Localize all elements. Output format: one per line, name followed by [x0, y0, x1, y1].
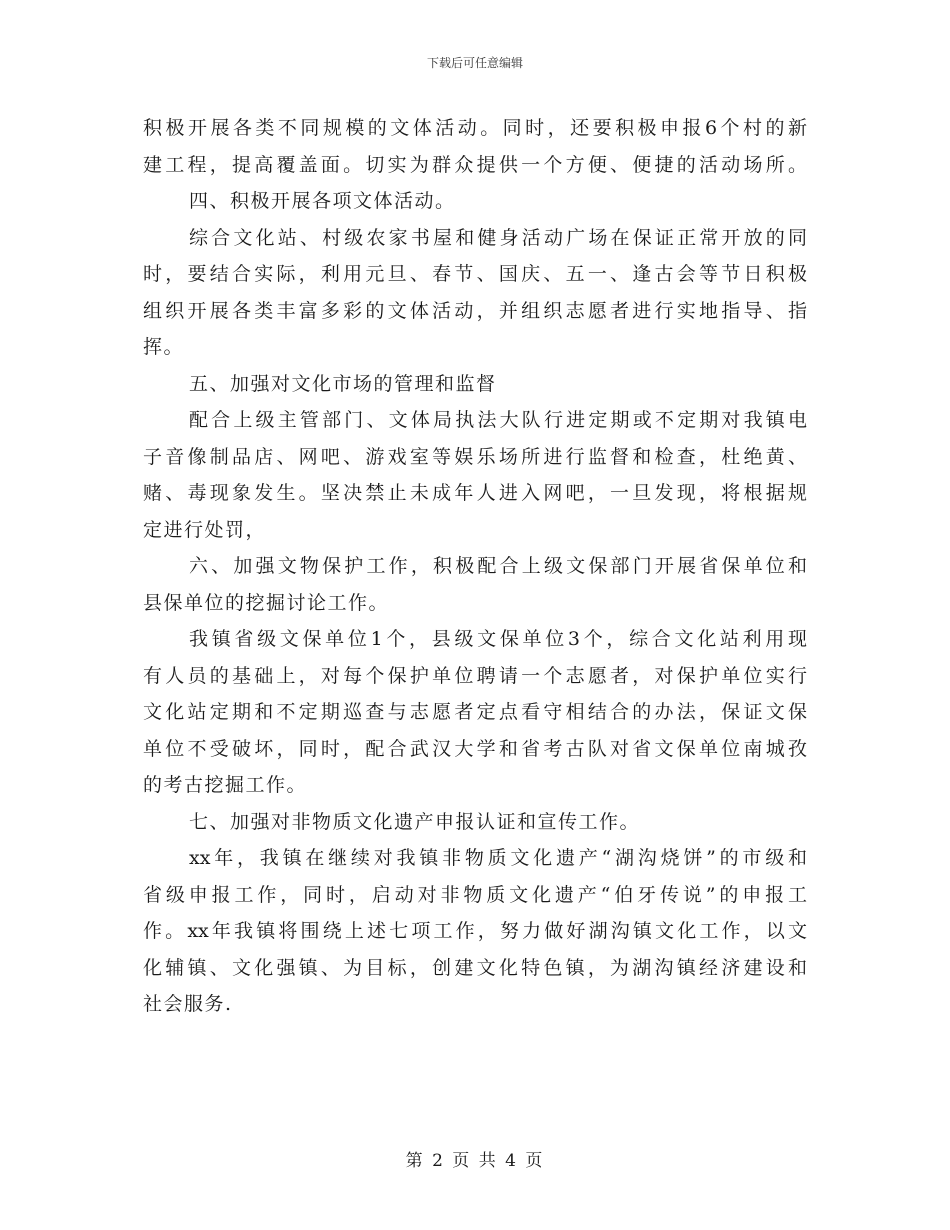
section-heading: 六、加强文物保护工作，积极配合上级文保部门开展省保单位和	[189, 555, 807, 577]
text-line: 省级申报工作，同时，启动对非物质文化遗产“伯牙传说”的申报工	[143, 883, 807, 906]
text-line: 子音像制品店、网吧、游戏室等娱乐场所进行监督和检查，杜绝黄、	[143, 445, 807, 468]
text-line: 的考古挖掘工作。	[143, 774, 308, 796]
text-line: 文化站定期和不定期巡查与志愿者定点看守相结合的办法，保证文保	[143, 701, 807, 723]
text-line: xx年，我镇在继续对我镇非物质文化遗产“湖沟烧饼”的市级和	[189, 847, 807, 869]
page-header: 下载后可任意编辑	[426, 56, 523, 70]
page-number: 第 2 页 共 4 页	[405, 1151, 545, 1171]
text-line: 时，要结合实际，利用元旦、春节、国庆、五一、逢古会等节日积极	[143, 263, 807, 285]
text-line: 化辅镇、文化强镇、为目标，创建文化特色镇，为湖沟镇经济建设和	[143, 956, 807, 979]
section-heading: 五、加强对文化市场的管理和监督	[189, 372, 497, 395]
text-line: 单位不受破坏，同时，配合武汉大学和省考古队对省文保单位南城孜	[143, 737, 807, 760]
text-line: 县保单位的挖掘讨论工作。	[143, 591, 390, 614]
text-line: 定进行处罚，	[143, 518, 267, 541]
text-line: 配合上级主管部门、文体局执法大队行进定期或不定期对我镇电	[189, 409, 807, 431]
section-heading: 七、加强对非物质文化遗产申报认证和宣传工作。	[189, 810, 641, 833]
text-line: 我镇省级文保单位1个，县级文保单位3个，综合文化站利用现	[189, 628, 807, 650]
section-heading: 四、积极开展各项文体活动。	[189, 190, 456, 212]
text-line: 赌、毒现象发生。坚决禁止未成年人进入网吧，一旦发现，将根据规	[143, 482, 807, 504]
text-line: 挥。	[143, 336, 185, 358]
text-line: 有人员的基础上，对每个保护单位聘请一个志愿者，对保护单位实行	[143, 664, 807, 687]
text-line: 综合文化站、村级农家书屋和健身活动广场在保证正常开放的同	[189, 226, 807, 249]
text-line: 建工程，提高覆盖面。切实为群众提供一个方便、便捷的活动场所。	[143, 153, 807, 176]
text-line: 积极开展各类不同规模的文体活动。同时，还要积极申报6个村的新	[143, 117, 807, 139]
text-line: 组织开展各类丰富多彩的文体活动，并组织志愿者进行实地指导、指	[143, 299, 807, 322]
text-line: 社会服务.	[143, 993, 233, 1015]
text-line: 作。xx年我镇将围绕上述七项工作，努力做好湖沟镇文化工作，以文	[143, 920, 807, 942]
document-body	[143, 110, 807, 1023]
